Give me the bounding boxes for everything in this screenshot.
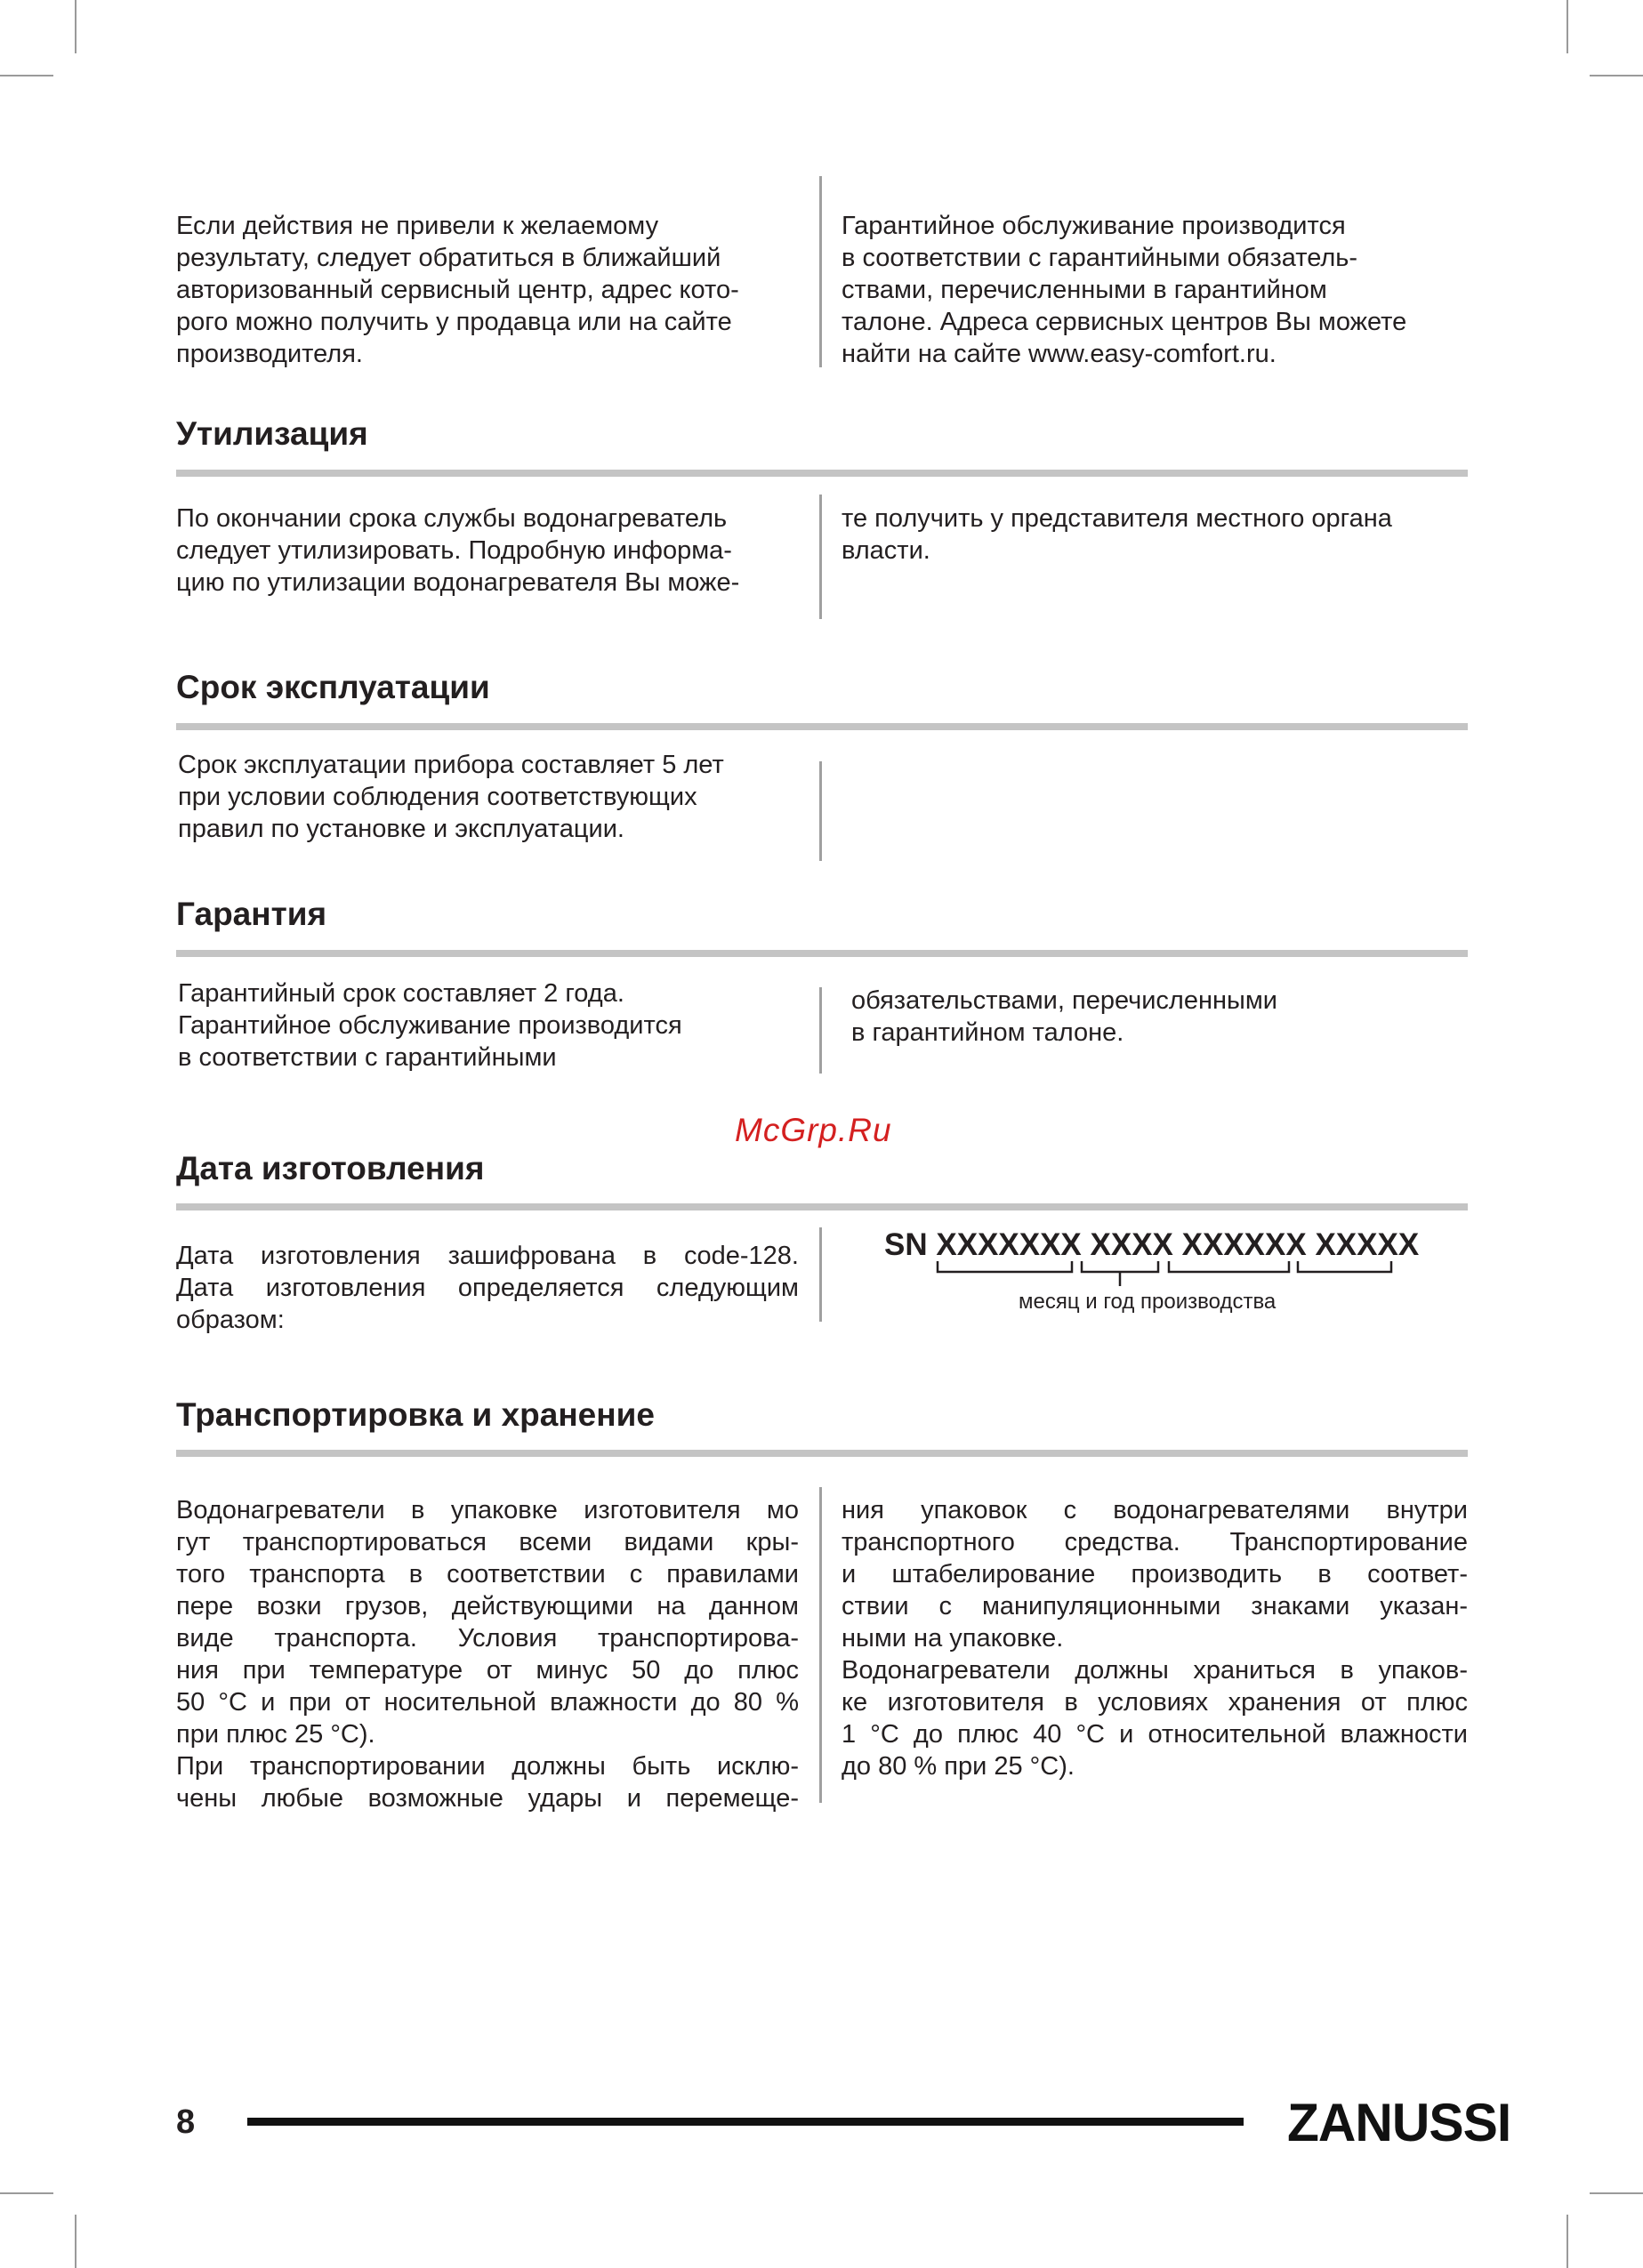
text-line: Дата изготовления определяется следующим	[176, 1274, 799, 1302]
text-line: По окончании срока службы водонагреватель	[176, 504, 728, 533]
serial-number-caption: месяц и год производства	[1019, 1290, 1277, 1314]
text-line: 50 °С и при от носительной влажности до 80 %	[176, 1688, 799, 1717]
text-line: транспортного средства. Транспортирование	[842, 1528, 1468, 1556]
text-line: При транспортировании должны быть исклю-	[176, 1752, 799, 1781]
text-line: следует утилизировать. Подробную информа-	[176, 536, 732, 565]
text-line: обязательствами, перечисленными	[851, 986, 1277, 1015]
text-line: ния упаковок с водонагревателями внутри	[842, 1496, 1468, 1524]
bracket	[938, 1261, 1072, 1272]
crop-mark	[0, 75, 53, 76]
page-number: 8	[176, 2103, 196, 2141]
sn-group: XXXXXX	[1181, 1227, 1307, 1262]
service-life-left-text	[178, 749, 801, 845]
column-divider	[819, 1487, 822, 1803]
text-line: Гарантийное обслуживание производится	[842, 212, 1346, 240]
column-divider	[819, 987, 822, 1074]
text-line: образом:	[176, 1306, 285, 1334]
disposal-left-text	[176, 503, 799, 599]
section-rule	[176, 470, 1468, 477]
text-line: в соответствии с гарантийными обязатель-	[842, 244, 1358, 272]
section-heading-transport: Транспортировка и хранение	[176, 1396, 655, 1433]
section-heading-warranty: Гарантия	[176, 896, 327, 932]
manufacture-date-left-text	[176, 1240, 799, 1336]
text-line: производителя.	[176, 340, 363, 368]
text-line: правил по установке и эксплуатации.	[178, 815, 624, 843]
text-line: того транспорта в соответствии с правилами	[176, 1560, 799, 1588]
section-heading-manufacture-date: Дата изготовления	[176, 1150, 485, 1186]
intro-right-text	[842, 210, 1468, 370]
warranty-right-text	[851, 985, 1465, 1049]
text-line: Срок эксплуатации прибора составляет 5 лет	[178, 751, 724, 779]
section-rule	[176, 1450, 1468, 1457]
text-line: цию по утилизации водонагревателя Вы може-	[176, 568, 740, 597]
text-line: талоне. Адреса сервисных центров Вы можете	[842, 308, 1407, 336]
disposal-right-text	[842, 503, 1468, 567]
text-line: Водонагреватели в упаковке изготовителя мо	[176, 1496, 799, 1524]
text-line: виде транспорта. Условия транспортирова-	[176, 1624, 799, 1653]
crop-mark	[0, 2192, 53, 2194]
sn-group: XXXXX	[1315, 1227, 1420, 1262]
bracket	[1298, 1261, 1391, 1272]
transport-right-text	[842, 1494, 1468, 1782]
text-line: чены любые возможные удары и перемеще-	[176, 1784, 799, 1813]
sn-prefix: SN	[884, 1227, 928, 1262]
text-line: гут транспортироваться всеми видами кры-	[176, 1528, 799, 1556]
text-line: ке изготовителя в условиях хранения от плюс	[842, 1688, 1468, 1717]
crop-mark	[1590, 2192, 1643, 2194]
section-rule	[176, 950, 1468, 957]
text-line: рого можно получить у продавца или на сайте	[176, 308, 732, 336]
transport-left-text	[176, 1494, 799, 1814]
brand-logo: ZANUSSI	[1287, 2093, 1511, 2152]
crop-mark	[75, 0, 77, 53]
section-heading-service-life: Срок эксплуатации	[176, 669, 490, 705]
section-heading-disposal: Утилизация	[176, 415, 368, 452]
intro-left-text	[176, 210, 799, 370]
text-line: пере возки грузов, действующими на данном	[176, 1592, 799, 1621]
text-line: ствии с манипуляционными знаками указан-	[842, 1592, 1468, 1621]
text-line: Гарантийное обслуживание производится	[178, 1011, 682, 1040]
text-line: результату, следует обратиться в ближайший	[176, 244, 721, 272]
text-line: власти.	[842, 536, 930, 565]
column-divider	[819, 761, 822, 861]
text-line: Гарантийный срок составляет 2 года.	[178, 979, 624, 1008]
column-divider	[819, 1227, 822, 1322]
text-line: при плюс 25 °С).	[176, 1720, 375, 1749]
text-line: ния при температуре от минус 50 до плюс	[176, 1656, 799, 1685]
crop-mark	[1566, 2215, 1568, 2268]
text-line: Если действия не привели к желаемому	[176, 212, 659, 240]
text-line: авторизованный сервисный центр, адрес кото-	[176, 276, 739, 304]
text-line: Дата изготовления зашифрована в code-128.	[176, 1242, 799, 1270]
crop-mark	[1590, 75, 1643, 76]
crop-mark	[75, 2215, 77, 2268]
bracket	[1169, 1261, 1289, 1272]
bracket	[1082, 1261, 1158, 1272]
crop-mark	[1566, 0, 1568, 53]
text-line: в гарантийном талоне.	[851, 1018, 1124, 1047]
text-line: в соответствии с гарантийными	[178, 1043, 557, 1072]
text-line: 1 °С до плюс 40 °С и относительной влажности	[842, 1720, 1468, 1749]
sn-group: XXXXXXX	[936, 1227, 1082, 1262]
column-divider	[819, 176, 822, 367]
section-rule	[176, 723, 1468, 730]
watermark: McGrp.Ru	[735, 1112, 892, 1148]
sn-group: XXXX	[1090, 1227, 1173, 1262]
text-line: ными на упаковке.	[842, 1624, 1064, 1653]
serial-number-format	[884, 1227, 1419, 1263]
footer-rule	[247, 2118, 1244, 2126]
text-line: до 80 % при 25 °С).	[842, 1752, 1075, 1781]
section-rule	[176, 1203, 1468, 1210]
text-line: при условии соблюдения соответствующих	[178, 783, 697, 811]
text-line: ствами, перечисленными в гарантийном	[842, 276, 1327, 304]
text-line: Водонагреватели должны храниться в упаков-	[842, 1656, 1468, 1685]
text-line: и штабелирование производить в соответ-	[842, 1560, 1468, 1588]
warranty-left-text	[178, 977, 801, 1074]
text-line: те получить у представителя местного органа	[842, 504, 1392, 533]
column-divider	[819, 495, 822, 619]
text-line: найти на сайте www.easy-comfort.ru.	[842, 340, 1277, 368]
